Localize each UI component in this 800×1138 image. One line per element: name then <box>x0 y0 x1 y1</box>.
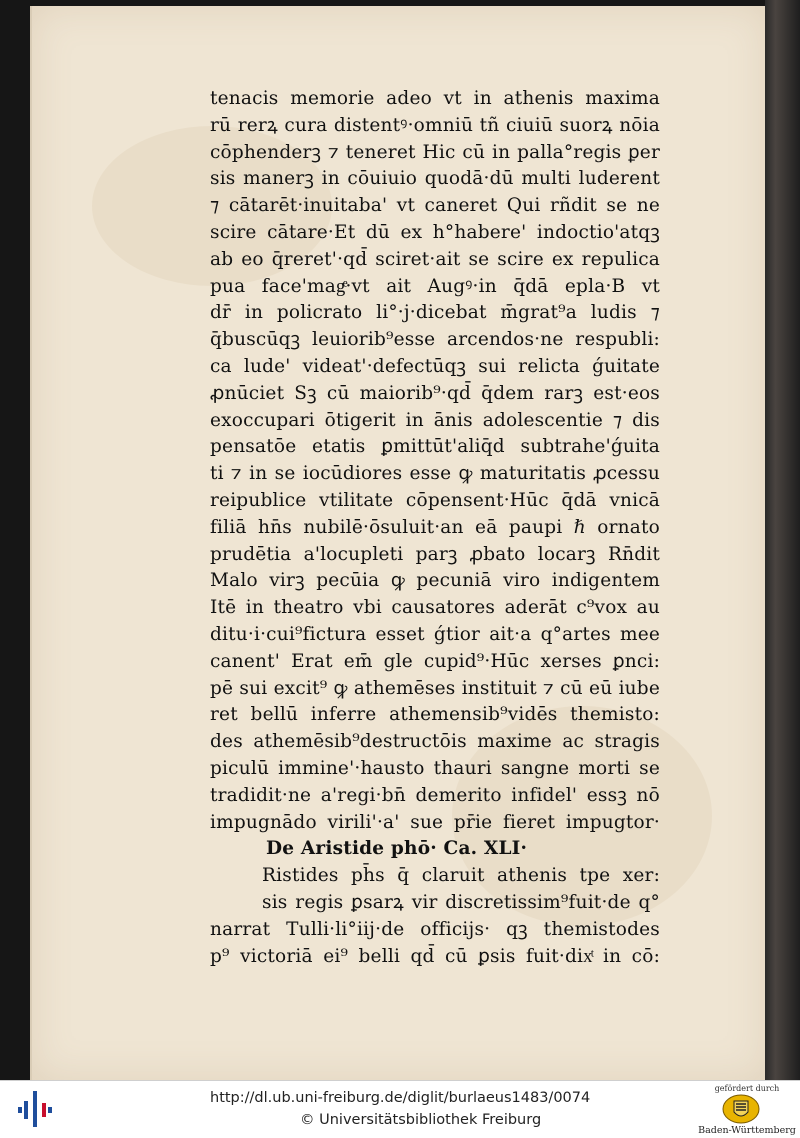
text-line: impugnādo virili'·a' sue pr̄ie fieret impugtor· <box>210 811 660 833</box>
funder-name: Baden-Württemberg <box>698 1125 796 1136</box>
text-line: pensatōe etatis ꝑmittūt'aliq̄d subtrahe'ǵuita <box>210 436 660 458</box>
funder-label: gefördert durch <box>714 1084 780 1093</box>
text-line: rū rerꝝ cura distentꝰ·omniū tñ ciuiū suorꝝ nōia <box>210 114 660 136</box>
text-line: ti ⁊ in se iocūdiores esse ꝙ maturitatis ꝓcessu <box>210 463 660 485</box>
text-line: pua face'magͤ·vt ait Augꝰ·in q̄dā epla·B vt <box>210 275 660 297</box>
text-line: ditu·i·cui⁹fictura esset ǵtior ait·a q°artes mee <box>210 623 660 645</box>
text-line: tradidit·ne a'regi·bn̄ demerito infidel' essꝫ nō <box>210 784 660 806</box>
text-line: pē sui excit⁹ ꝙ athemēses instituit ⁊ cū eū iube <box>210 677 660 699</box>
library-logo-icon <box>18 1089 52 1129</box>
text-line: reipublice vtilitate cōpensent·Hūc q̄dā vnicā <box>210 489 660 511</box>
text-line: ab eo q̄reret'·qd̄ sciret·ait se scire ex repulica <box>210 248 660 270</box>
text-line: prudētia a'locupleti parꝫ ꝓbato locarꝫ Rn̄dit <box>210 543 660 565</box>
text-line: tenacis memorie adeo vt in athenis maxima <box>210 88 660 109</box>
footer-bar <box>0 1080 800 1138</box>
text-line: Malo virꝫ pecūia ꝙ pecuniā viro indigentem <box>210 570 660 592</box>
text-line: ret bellū inferre athemensib⁹vidēs themisto: <box>210 704 660 726</box>
text-line: narrat Tulli·li°iij·de officijs· qꝫ themistodes <box>210 918 660 940</box>
text-line: ⁊ cātarēt·inuitaba' vt caneret Qui rñdit se ne <box>210 195 660 217</box>
coat-of-arms-icon <box>722 1094 760 1124</box>
text-line: des athemēsib⁹destructōis maxime ac stragis <box>210 731 660 753</box>
text-line: cōphenderꝫ ⁊ teneret Hic cū in palla°regis ꝑer <box>210 141 660 163</box>
text-line: piculū immine'·hausto thauri sangne morti se <box>210 757 660 779</box>
text-line: canent' Erat em̄ gle cupid⁹·Hūc xerses ꝑnci: <box>210 650 660 672</box>
permalink-url[interactable]: http://dl.ub.uni-freiburg.de/diglit/burlaeus1483/0074 <box>210 1090 591 1106</box>
text-line: sis regis ꝑsarꝝ vir discretissim⁹fuit·de q° <box>262 891 660 913</box>
text-line: Ristides ph̄s q̄ claruit athenis tpe xer: <box>262 865 660 887</box>
text-line: exoccupari ōtigerit in ānis adolescentie ⁊ dis <box>210 409 660 431</box>
text-line: ꝓnūciet Sꝫ cū maiorib⁹·qd̄ q̄dem rarꝫ est·eos <box>210 382 660 404</box>
chapter-heading: De Aristide phō· Ca. XLI· <box>266 838 528 860</box>
text-line: scire cātare·Et dū ex h°habere' indoctio'atqꝫ <box>210 221 660 243</box>
text-line: ca lude' videat'·defectūqꝫ sui relicta ǵuitate <box>210 355 660 377</box>
text-line: filiā hn̄s nubilē·ōsuluit·an eā paupi ℏ ornato <box>210 516 660 538</box>
printed-text-block <box>210 86 660 970</box>
text-line: dr̄ in policrato li°·j·dicebat m̄grat⁹a ludis ⁊ <box>210 302 660 324</box>
text-line: q̄buscūqꝫ leuiorib⁹esse arcendos·ne respubli: <box>210 329 660 351</box>
book-gutter <box>765 0 800 1080</box>
text-line: p⁹ victoriā ei⁹ belli qd̄ cū ꝑsis fuit·dixͭ in cō: <box>210 945 660 967</box>
text-line: sis manerꝫ in cōuiuio quodā·dū multi luderent <box>210 168 660 190</box>
copyright-notice: © Universitätsbibliothek Freiburg <box>300 1112 542 1128</box>
text-line: Itē in theatro vbi causatores aderāt c⁹vox au <box>210 597 660 619</box>
